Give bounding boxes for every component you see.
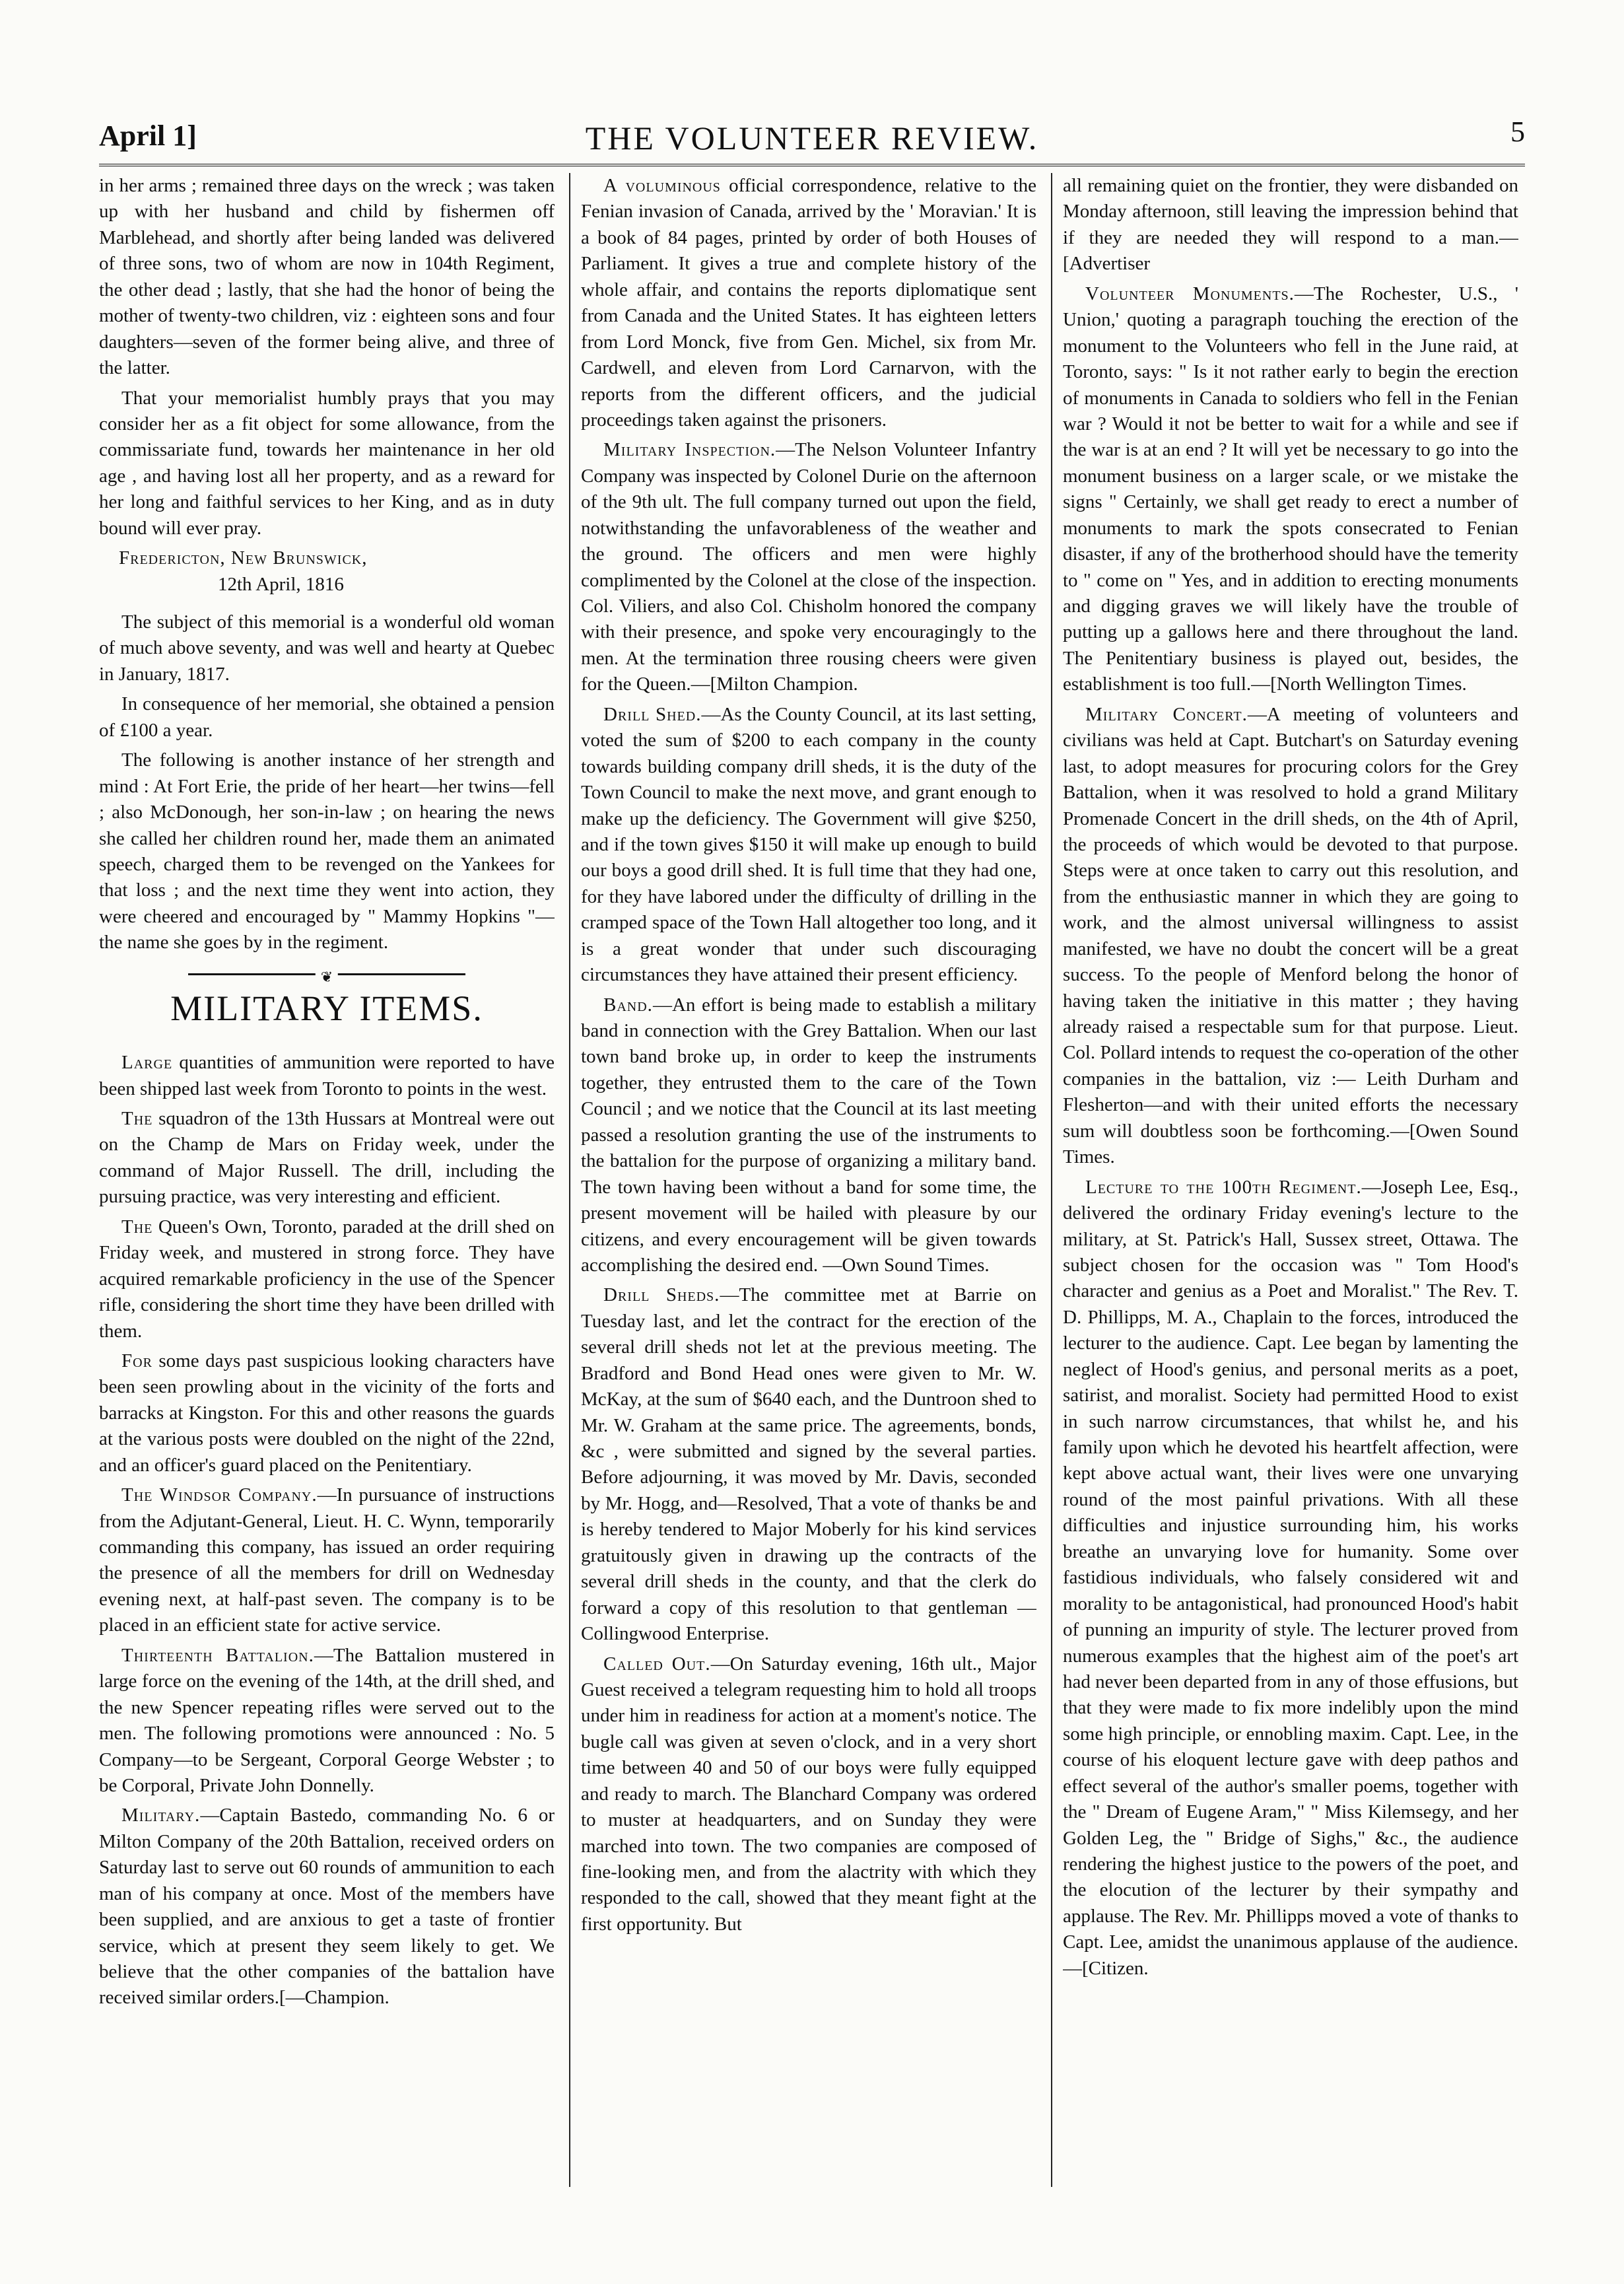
item-body: squadron of the 13th Hussars at Montreal were out on the Champ de Mars on Friday week, under the command of Major Russell. The drill, including the pursuing practice, was very interesting and efficient. (99, 1108, 555, 1208)
note-pension: In consequence of her memorial, she obtained a pension of £100 a year. (99, 693, 555, 741)
item-body: —The committee met at Barrie on Tuesday last, and let the contract for the erection of the several drill sheds not let at the previous meeting. The Bradford and Bond Head ones were given to Mr. W. McKay, at the sum of $640 each, and the Duntroon shed to Mr. W. Graham at the same price. The agreements, bonds, &c , were submitted and signed by the several parties. Before adjourning, it was moved by Mr. Davis, seconded by Mr. Hogg, and—Resolved, That a vote of thanks be and is hereby tendered to Major Moberly for his kind services gratuitously given in drawing up the contracts of the several drill sheds in the county, and that the clerk do forward a copy of this resolution to that gentleman — Collingwood Enterprise. (581, 1284, 1036, 1645)
column-divider (569, 173, 570, 2187)
continued-text: all remaining quiet on the frontier, they were disbanded on Monday afternoon, still leaving the impression behind that if they are needed they will respond to a man.—[Advertiser (1063, 175, 1518, 275)
news-item (581, 702, 1036, 988)
item-body: —The Nelson Volunteer Infantry Company was inspected by Colonel Durie on the afternoon of the 9th ult. The full company turned out upon the field, notwithstanding the unfavorableness of the weather and the ground. The officers and men were highly complimented by the Colonel at the close of the inspection. Col. Viliers, and also Col. Chisholm honored the company with their presence, and spoke very encouragingly to the men. At the termination three rousing cheers were given for the Queen.—[Milton Champion. (581, 439, 1036, 695)
column-2 (581, 173, 1036, 2233)
item-lead: Lecture to the 100th Regiment. (1085, 1176, 1362, 1198)
item-lead: Drill Sheds. (603, 1284, 720, 1306)
item-lead: Thirteenth Battalion. (121, 1644, 314, 1666)
item-body: —Captain Bastedo, commanding No. 6 or Milton Company of the 20th Battalion, received orders on Saturday last to serve out 60 rounds of ammunition to each man of his company at once. Most of the members have been supplied, and are anxious to get a taste of frontier service, which at present they seem likely to get. We believe that the other companies of the battalion have received similar orders.[—Champion. (99, 1805, 555, 2009)
item-lead: Called Out. (603, 1653, 711, 1675)
news-item (99, 1482, 555, 1639)
note-subject: The subject of this memorial is a wonderful old woman of much above seventy, and was well and hearty at Quebec in January, 1817. (99, 611, 555, 685)
signature-date: 12th April, 1816 (218, 573, 344, 595)
news-item (1063, 702, 1518, 1171)
item-lead: Military. (121, 1805, 201, 1826)
item-body: —An effort is being made to establish a military band in connection with the Grey Battalion. When our last town band broke up, in order to keep the instruments together, they entrusted them to the care of the Town Council ; and we notice that the Council at its last meeting passed a resolution granting the use of the instruments to the battalion for the purpose of organizing a military band. The town having been without a band for some time, the present movement will be hailed with pleasure by our citizens, and every encouragement will be given towards accomplishing the desired end. —Own Sound Times. (581, 994, 1036, 1276)
item-lead: Band. (603, 994, 653, 1016)
item-lead: Military Inspection. (603, 439, 776, 461)
item-body: —A meeting of volunteers and civilians was held at Capt. Butchart's on Saturday evening last, to adopt measures for procuring colors for the Grey Battalion, when it was resolved to hold a grand Military Promenade Concert in the drill sheds, on the 4th of April, the proceeds of which would be devoted to that purpose. Steps were at once taken to carry out this resolution, and from the enthusiastic manner in which they are going to work, and the almost universal willingness to assist manifested, we have no doubt the concert will be a great success. To the people of Menford belong the honor of having taken the initiative in this matter ; they having already raised a respectable sum for that purpose. Lieut. Col. Pollard intends to request the co-operation of the other companies in the battalion, viz :— Leith Durham and Flesherton—and with their united efforts the necessary sum will doubtless soon be forthcoming.—[Owen Sound Times. (1063, 703, 1518, 1168)
item-lead: For (121, 1350, 152, 1371)
header-rule (99, 164, 1525, 166)
page-number: 5 (1510, 116, 1525, 148)
item-body: —Joseph Lee, Esq., delivered the ordinary Friday evening's lecture to the military, at St. Patrick's Hall, Sussex street, Ottawa. The subject chosen for the occasion was " Tom Hood's character and genius as a Poet and Moralist." The Rev. T. D. Phillipps, M. A., Chaplain to the forces, introduced the lecturer to the audience. Capt. Lee began by lamenting the neglect of Hood's genius, and personal merits as a poet, satirist, and moralist. Society had permitted Hood to exist in such narrow circumstances, that whilst he, and his family upon which he devoted his heartfelt affection, were kept above actual want, their lives were one unvarying round of the most painful privations. With all these difficulties and injustice surrounding him, his works breathe an unvarying love for humanity. Some over fastidious individuals, who falsely considered wit and morality to be antagonistical, had pronounced Hood's habit of punning an impurity of style. The lecturer proved from numerous examples that the highest aim of the poet's art had never been departed from in any of those effusions, but that they were made to fix more indelibly upon the mind some high principle, or ennobling maxim. Capt. Lee, in the course of his eloquent lecture gave with deep pathos and effect several of the author's smaller poems, together with the " Dream of Eugene Aram," " Miss Kilemsegy, and her Golden Leg, the " Bridge of Sighs," &c., the audience rendering the highest justice to the powers of the poet, and the elocution of the lecturer by their sympathy and applause. The Rev. Mr. Phillipps moved a vote of thanks to Capt. Lee, amidst the unanimous applause of the audience.—[Citizen. (1063, 1176, 1518, 1979)
item-lead: A voluminous (603, 175, 721, 196)
item-body: —The Rochester, U.S., ' Union,' quoting a paragraph touching the erection of the monument to the Volunteers who fell in the June raid, at Toronto, says: " Is it not rather early to begin the erection of monuments in Canada to soldiers who fell in the Fenian war ? Would it not be better to wait for a while and see if the war is at an end ? It will yet be necessary to go into the monument business on a larger scale, or we mistake the signs " Certainly, we shall get ready to erect a number of monuments to mark the spots consecrated to Fenian disaster, if any of the brotherhood should have the temerity to " come on " Yes, and in addition to erecting monuments and digging graves we will likely have the trouble of putting up a gallows here and there throughout the land. The Penitentiary business is played out, besides, the establishment is too full.—[North Wellington Times. (1063, 283, 1518, 695)
item-lead: Drill Shed. (603, 703, 702, 725)
news-item (99, 1643, 555, 1799)
section-heading: MILITARY ITEMS. (170, 988, 483, 1028)
news-item (581, 437, 1036, 697)
news-item (581, 173, 1036, 433)
item-body: Queen's Own, Toronto, paraded at the drill shed on Friday week, and mustered in strong force. They have acquired remarkable proficiency in the use of the Spencer rifle, considering the short time they have been drilled with them. (99, 1216, 555, 1342)
item-lead: The (121, 1216, 153, 1237)
item-lead: Volunteer Monuments. (1085, 283, 1295, 304)
ornament-icon: ❦ (316, 967, 338, 987)
note-following: The following is another instance of her strength and mind : At Fort Erie, the pride of her heart—her twins—fell ; also McDonough, her son-in-law ; on hearing the news she called her children round her, made them an animated speech, charged them to be revenged on the Yankees for that loss ; and the next time they went into action, they were cheered and encouraged by " Mammy Hopkins "—the name she goes by in the regiment. (99, 749, 555, 953)
memorial-text: in her arms ; remained three days on the wreck ; was taken up with her husband and child by fishermen off Marblehead, and shortly after being landed was delivered of three sons, two of whom are now in 104th Regiment, the other dead ; lastly, that she had the honor of being the mother of twenty-two children, viz : eighteen sons and four daughters—seven of the former being alive, and three of the latter. (99, 175, 555, 379)
section-divider (188, 968, 465, 985)
news-item (99, 1214, 555, 1344)
item-lead: The (121, 1108, 153, 1129)
item-body: —In pursuance of instructions from the Adjutant-General, Lieut. H. C. Wynn, temporarily commanding this company, has issued an order requiring the presence of all the members for drill on Wednesday evening next, at half-past seven. The company is to be placed in an efficient state for active service. (99, 1484, 555, 1636)
signature-place: Fredericton, New Brunswick, (119, 547, 368, 569)
news-item (99, 1050, 555, 1102)
item-body: official correspondence, relative to the Fenian invasion of Canada, arrived by the ' Moravian.' It is a book of 84 pages, printed by order of both Houses of Parliament. It gives a true and complete history of the whole affair, and contains the reports diplomatique sent from Canada and the United States. It has eighteen letters from Lord Monck, five from Gen. Michel, six from Mr. Cardwell, and eleven from Lord Carnarvon, with the reports from the different officers, and the judicial proceedings taken against the prisoners. (581, 175, 1036, 431)
news-item (99, 1106, 555, 1210)
column-3 (1063, 173, 1518, 2233)
issue-date: April 1] (99, 120, 197, 152)
item-lead: Military Concert. (1085, 703, 1248, 725)
news-item (99, 1348, 555, 1478)
news-item (99, 1803, 555, 2011)
item-body: —As the County Council, at its last setting, voted the sum of $200 to each company in the county towards building company drill sheds, it is the duty of the Town Council to make the next move, and grant enough to make up the deficiency. The Government will give $250, and if the town gives $150 it will make up enough to build our boys a good drill shed. It is full time that they had one, for they have labored under the difficulty of drilling in the cramped space of the Town Hall altogether too long, and it is a great wonder that under such discouraging circumstances they have attained their present efficiency. (581, 703, 1036, 986)
item-body: —On Saturday evening, 16th ult., Major Guest received a telegram requesting him to hold all troops under him in readiness for action at a moment's notice. The bugle call was given at seven o'clock, and in a very short time between 40 and 50 of our boys were fully equipped and ready to march. The Blanchard Company was ordered to muster at headquarters, and on Sunday they were marched into town. The two companies are composed of fine-looking men, and from the alactrity with which they responded to the call, showed that they meant fight at the first opportunity. But (581, 1653, 1036, 1935)
column-divider (1051, 173, 1052, 2187)
item-body: some days past suspicious looking characters have been seen prowling about in the vicinity of the forts and barracks at Kingston. For this and other reasons the guards at the various posts were doubled on the night of the 22nd, and an officer's guard placed on the Penitentiary. (99, 1350, 555, 1476)
memorial-signature (99, 545, 555, 598)
item-body: quantities of ammunition were reported to have been shipped last week from Toronto to points in the west. (99, 1052, 555, 1099)
news-item (581, 992, 1036, 1279)
news-item (1063, 1175, 1518, 1982)
news-item (581, 1651, 1036, 1938)
petition-text: That your memorialist humbly prays that you may consider her as a fit object for some allowance, from the commissariate fund, towards her maintenance in her old age , and having lost all her property, and as a reward for her long and faithful services to her King, and as in duty bound will ever pray. (99, 387, 555, 539)
item-body: —The Battalion mustered in large force on the evening of the 14th, at the drill shed, and the new Spencer repeating rifles were served out to the men. The following promotions were announced : No. 5 Company—to be Sergeant, Corporal George Webster ; to be Corporal, Private John Donnelly. (99, 1644, 555, 1796)
column-1 (99, 173, 555, 2233)
page-header (99, 116, 1525, 165)
news-item (581, 1282, 1036, 1647)
publication-title: THE VOLUNTEER REVIEW. (585, 120, 1039, 156)
item-lead: Large (121, 1052, 173, 1074)
news-item (1063, 281, 1518, 698)
item-lead: The Windsor Company. (121, 1484, 318, 1506)
